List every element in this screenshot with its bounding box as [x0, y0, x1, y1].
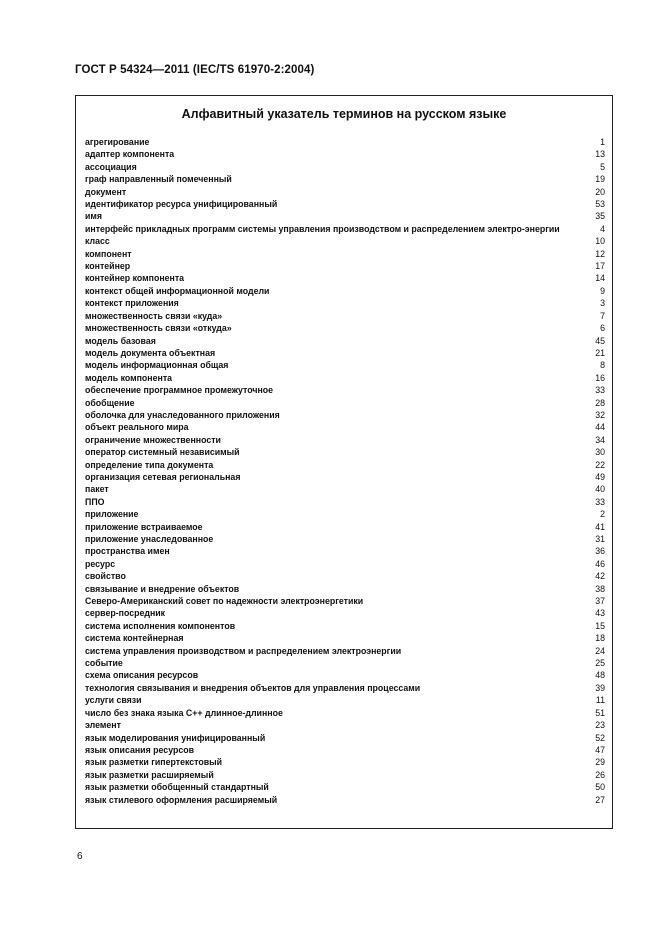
index-entry — [85, 781, 605, 793]
index-entry-page: 27 — [595, 794, 605, 805]
index-entry-page: 11 — [595, 695, 605, 706]
index-entry — [85, 533, 605, 545]
index-entry — [85, 397, 605, 409]
index-entry-page: 19 — [595, 174, 605, 185]
index-entry — [85, 483, 605, 495]
index-entry-page: 10 — [595, 236, 605, 247]
index-entry — [85, 434, 605, 446]
index-entry-term: организация сетевая региональная — [85, 471, 241, 482]
index-entry-term: приложение — [85, 509, 139, 520]
index-entry — [85, 148, 605, 160]
index-entry-term: компонент — [85, 248, 132, 259]
index-entry-term: имя — [85, 211, 103, 222]
index-entry — [85, 620, 605, 632]
index-entry-page: 38 — [595, 583, 605, 594]
index-entry-page: 39 — [595, 682, 605, 693]
index-entry-term: контекст приложения — [85, 298, 179, 309]
index-entry-page: 45 — [595, 335, 605, 346]
index-entry-page: 36 — [595, 546, 605, 557]
index-entry — [85, 347, 605, 359]
index-entry-page: 31 — [595, 534, 605, 544]
index-entry — [85, 545, 605, 557]
index-entry-term: приложение унаследованное — [85, 534, 214, 544]
index-entry-page: 2 — [600, 509, 605, 520]
index-entry-term: событие — [85, 658, 123, 669]
index-entry-term: язык описания ресурсов — [85, 744, 195, 755]
index-entry-term: агрегирование — [85, 137, 150, 147]
index-entry — [85, 322, 605, 334]
index-entry-page: 30 — [595, 447, 605, 458]
index-entry-term: интерфейс прикладных программ системы управления производством и распределением электро-энергии — [85, 223, 560, 234]
index-entry-term: адаптер компонента — [85, 149, 175, 160]
index-entry-term: модель компонента — [85, 372, 173, 383]
index-entry-page: 21 — [595, 347, 605, 358]
index-entry-term: определение типа документа — [85, 459, 214, 470]
index-entry-page: 37 — [595, 596, 605, 607]
index-entry-page: 25 — [595, 658, 605, 669]
index-entry — [85, 248, 605, 260]
index-entry-term: модель документа объектная — [85, 347, 216, 358]
index-entry-page: 40 — [595, 484, 605, 495]
index-entry-term: ППО — [85, 496, 105, 507]
index-entry-page: 12 — [595, 248, 605, 259]
index-entry-page: 9 — [600, 285, 605, 296]
index-entry-page: 29 — [595, 757, 605, 768]
index-entry — [85, 694, 605, 706]
index-entry-term: граф направленный помеченный — [85, 174, 232, 185]
index-entry-term: модель базовая — [85, 335, 156, 346]
index-entry-term: объект реального мира — [85, 422, 189, 433]
index-entry-term: модель информационная общая — [85, 360, 229, 371]
index-entry-term: контейнер компонента — [85, 273, 185, 284]
index-entry-term: обобщение — [85, 397, 135, 408]
index-entry-page: 13 — [595, 149, 605, 160]
index-entry-page: 52 — [595, 732, 605, 743]
index-entry — [85, 136, 605, 148]
index-entry-page: 16 — [595, 372, 605, 383]
index-entry-term: язык разметки гипертекстовый — [85, 757, 223, 768]
index-entry-page: 44 — [595, 422, 605, 433]
index-entry-page: 53 — [595, 199, 605, 210]
index-entry-term: система управления производством и распределением электроэнергии — [85, 645, 402, 656]
index-entry-term: приложение встраиваемое — [85, 521, 203, 532]
index-entry-page: 43 — [595, 608, 605, 619]
index-entry-list — [85, 136, 605, 806]
index-entry-page: 42 — [595, 571, 605, 582]
index-entry-term: множественность связи «откуда» — [85, 323, 232, 334]
index-entry-term: услуги связи — [85, 695, 142, 706]
index-entry-page: 15 — [595, 620, 605, 631]
index-entry — [85, 471, 605, 483]
index-entry-term: ассоциация — [85, 161, 137, 172]
index-entry — [85, 645, 605, 657]
index-entry-page: 8 — [600, 360, 605, 371]
index-entry — [85, 769, 605, 781]
index-entry — [85, 260, 605, 272]
index-entry-term: ресурс — [85, 558, 116, 569]
index-entry-page: 22 — [595, 459, 605, 470]
index-entry — [85, 508, 605, 520]
index-entry-term: система контейнерная — [85, 633, 184, 644]
index-entry-page: 41 — [595, 521, 605, 532]
index-entry-term: контейнер — [85, 261, 131, 272]
index-entry-page: 18 — [595, 633, 605, 644]
index-entry-term: схема описания ресурсов — [85, 670, 199, 681]
index-entry-page: 51 — [595, 707, 605, 718]
index-entry-page: 5 — [600, 161, 605, 172]
index-entry-term: идентификатор ресурса унифицированный — [85, 199, 278, 210]
index-entry-term: технология связывания и внедрения объектов для управления процессами — [85, 682, 421, 693]
document-header: ГОСТ Р 54324—2011 (IEC/TS 61970-2:2004) — [75, 64, 315, 76]
index-entry-page: 48 — [595, 670, 605, 681]
index-entry-page: 49 — [595, 471, 605, 482]
index-entry — [85, 223, 605, 235]
index-entry-page: 33 — [595, 496, 605, 507]
index-entry — [85, 707, 605, 719]
index-entry-page: 46 — [595, 558, 605, 569]
index-entry-page: 47 — [595, 744, 605, 755]
index-entry — [85, 732, 605, 744]
index-entry — [85, 459, 605, 471]
index-entry-term: система исполнения компонентов — [85, 620, 236, 631]
index-entry — [85, 719, 605, 731]
index-entry — [85, 210, 605, 222]
index-entry-term: элемент — [85, 720, 121, 731]
index-entry-term: пакет — [85, 484, 109, 495]
index-entry-page: 20 — [595, 186, 605, 197]
index-entry — [85, 235, 605, 247]
index-entry — [85, 558, 605, 570]
index-entry-term: оболочка для унаследованного приложения — [85, 409, 280, 420]
index-entry — [85, 173, 605, 185]
index-entry-term: связывание и внедрение объектов — [85, 583, 240, 594]
index-entry — [85, 446, 605, 458]
index-entry-term: обеспечение программное промежуточное — [85, 385, 274, 396]
index-entry — [85, 756, 605, 768]
index-entry-term: язык стилевого оформления расширяемый — [85, 794, 278, 805]
index-entry — [85, 198, 605, 210]
index-entry-page: 35 — [595, 211, 605, 222]
index-entry-page: 50 — [595, 782, 605, 793]
index-entry — [85, 359, 605, 371]
page-number: 6 — [77, 851, 83, 862]
index-entry-page: 1 — [600, 137, 605, 147]
index-entry-term: пространства имен — [85, 546, 170, 557]
index-entry-term: множественность связи «куда» — [85, 310, 223, 321]
index-entry — [85, 682, 605, 694]
index-entry — [85, 607, 605, 619]
index-entry — [85, 297, 605, 309]
index-entry — [85, 310, 605, 322]
index-entry-page: 23 — [595, 720, 605, 731]
index-entry — [85, 421, 605, 433]
index-entry — [85, 744, 605, 756]
index-entry-page: 34 — [595, 434, 605, 445]
index-title: Алфавитный указатель терминов на русском языке — [181, 107, 507, 121]
index-entry-term: документ — [85, 186, 127, 197]
index-entry — [85, 161, 605, 173]
index-entry — [85, 496, 605, 508]
index-entry-page: 24 — [595, 645, 605, 656]
index-entry — [85, 583, 605, 595]
index-entry — [85, 186, 605, 198]
index-entry — [85, 632, 605, 644]
index-entry-term: свойство — [85, 571, 126, 582]
index-entry — [85, 657, 605, 669]
index-entry-page: 14 — [595, 273, 605, 284]
index-entry-page: 28 — [595, 397, 605, 408]
index-entry-term: язык разметки расширяемый — [85, 769, 214, 780]
index-entry-term: класс — [85, 236, 110, 247]
index-entry — [85, 794, 605, 806]
index-entry-page: 32 — [595, 409, 605, 420]
index-entry — [85, 669, 605, 681]
index-entry-term: число без знака языка С++ длинное-длинное — [85, 707, 283, 718]
index-entry-term: Северо-Американский совет по надежности электроэнергетики — [85, 596, 364, 607]
index-entry-term: оператор системный независимый — [85, 447, 240, 458]
index-entry-term: контекст общей информационной модели — [85, 285, 270, 296]
index-entry — [85, 595, 605, 607]
index-entry-page: 3 — [600, 298, 605, 309]
index-entry-page: 4 — [600, 223, 605, 234]
index-entry-page: 7 — [600, 310, 605, 321]
index-entry-term: ограничение множественности — [85, 434, 221, 445]
index-entry-term: язык моделирования унифицированный — [85, 732, 266, 743]
index-entry-term: язык разметки обобщенный стандартный — [85, 782, 269, 793]
index-entry-page: 33 — [595, 385, 605, 396]
index-entry — [85, 335, 605, 347]
index-entry — [85, 384, 605, 396]
index-entry — [85, 372, 605, 384]
index-entry-page: 6 — [600, 323, 605, 334]
index-entry — [85, 570, 605, 582]
index-entry — [85, 521, 605, 533]
index-entry-term: сервер-посредник — [85, 608, 166, 619]
index-entry — [85, 272, 605, 284]
index-entry — [85, 285, 605, 297]
index-entry-page: 26 — [595, 769, 605, 780]
index-entry — [85, 409, 605, 421]
index-frame — [75, 95, 613, 829]
index-entry-page: 17 — [595, 261, 605, 272]
